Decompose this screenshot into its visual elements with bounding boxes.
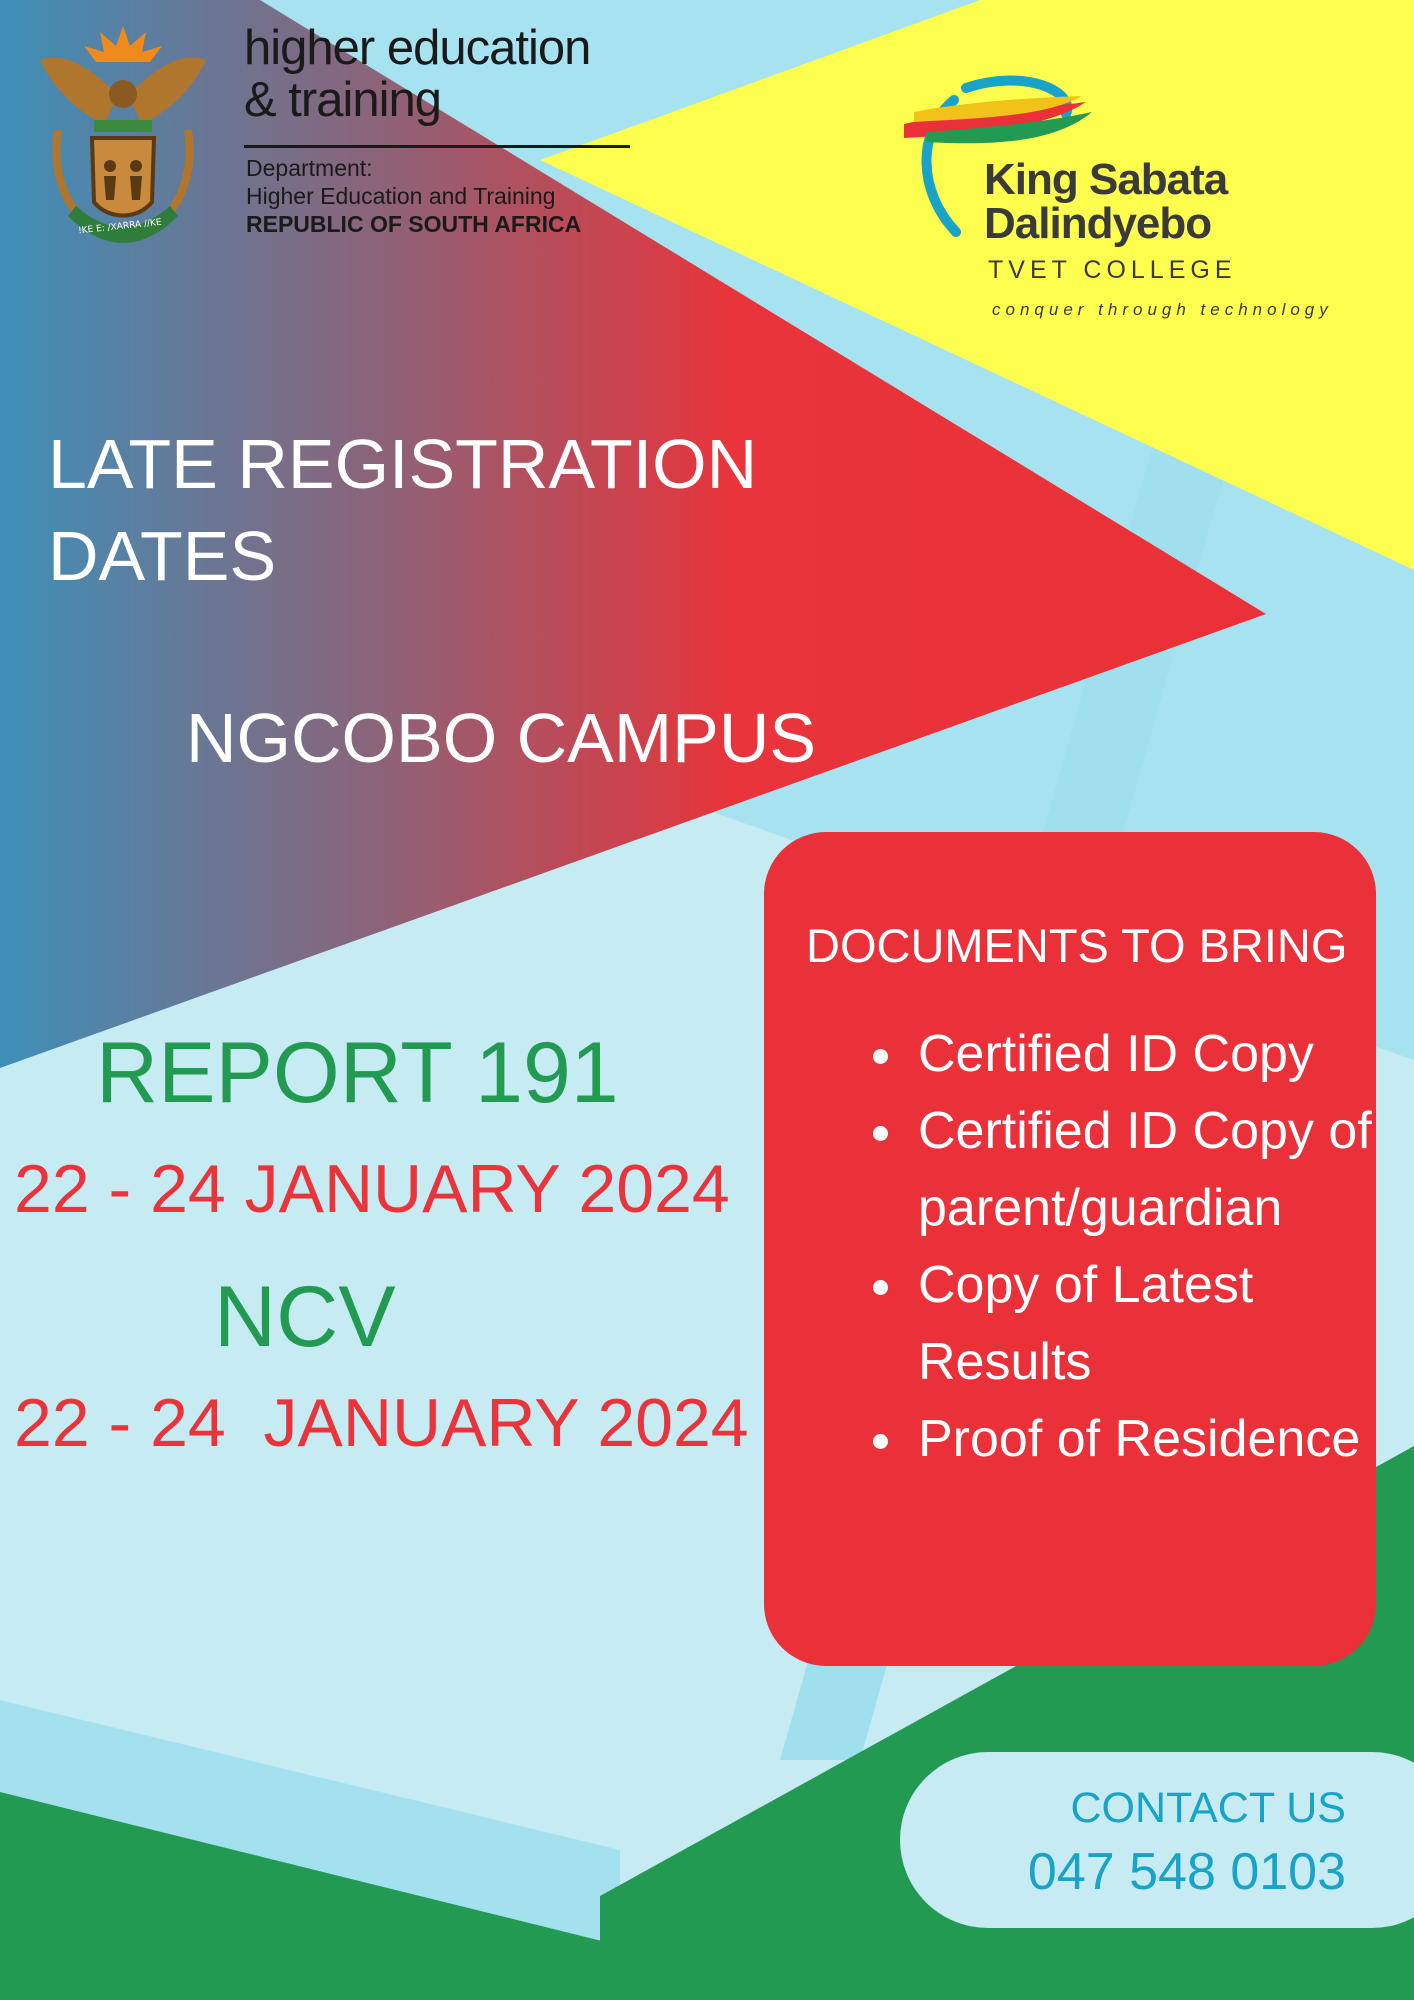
programme-dates-report191: 22 - 24 JANUARY 2024: [14, 1151, 730, 1227]
documents-title: DOCUMENTS TO BRING: [806, 919, 1348, 972]
college-name-line2: Dalindyebo: [984, 199, 1212, 248]
department-title-line1: higher education: [244, 21, 591, 75]
list-item: • Proof of Residence: [910, 1401, 1400, 1478]
campus-name: NGCOBO CAMPUS: [186, 699, 817, 777]
heading-line2: DATES: [48, 517, 277, 595]
list-item: • Copy of Latest Results: [910, 1247, 1400, 1401]
college-tagline: conquer through technology: [992, 300, 1333, 319]
department-logo-rule: [244, 145, 630, 148]
department-logo-title: [244, 22, 590, 126]
coat-of-arms-icon: [34, 20, 212, 252]
college-logo-subtitle: TVET COLLEGE: [988, 256, 1237, 284]
department-logo-subtitle: [246, 154, 581, 238]
page-heading: [48, 418, 757, 602]
contact-phone[interactable]: 047 548 0103: [1027, 1843, 1346, 1901]
programme-dates-ncv: 22 - 24 JANUARY 2024: [14, 1385, 749, 1461]
programme-name-report191: REPORT 191: [96, 1025, 619, 1121]
documents-list: [858, 1016, 1400, 1478]
department-sub-line1: Department:: [246, 155, 373, 181]
department-sub-line2: Higher Education and Training: [246, 183, 556, 209]
programme-name-ncv: NCV: [214, 1269, 396, 1365]
college-name-line1: King Sabata: [984, 155, 1228, 204]
crest-motto: !KE E: /XARRA //KE: [77, 217, 163, 237]
department-title-line2: & training: [244, 73, 442, 127]
department-sub-line3: REPUBLIC OF SOUTH AFRICA: [246, 211, 582, 237]
contact-label: CONTACT US: [1070, 1784, 1346, 1832]
college-logo-name: [984, 155, 1228, 248]
list-item: • Certified ID Copy: [910, 1016, 1400, 1093]
heading-line1: LATE REGISTRATION: [48, 425, 758, 503]
list-item: • Certified ID Copy of parent/guardian: [910, 1093, 1400, 1247]
